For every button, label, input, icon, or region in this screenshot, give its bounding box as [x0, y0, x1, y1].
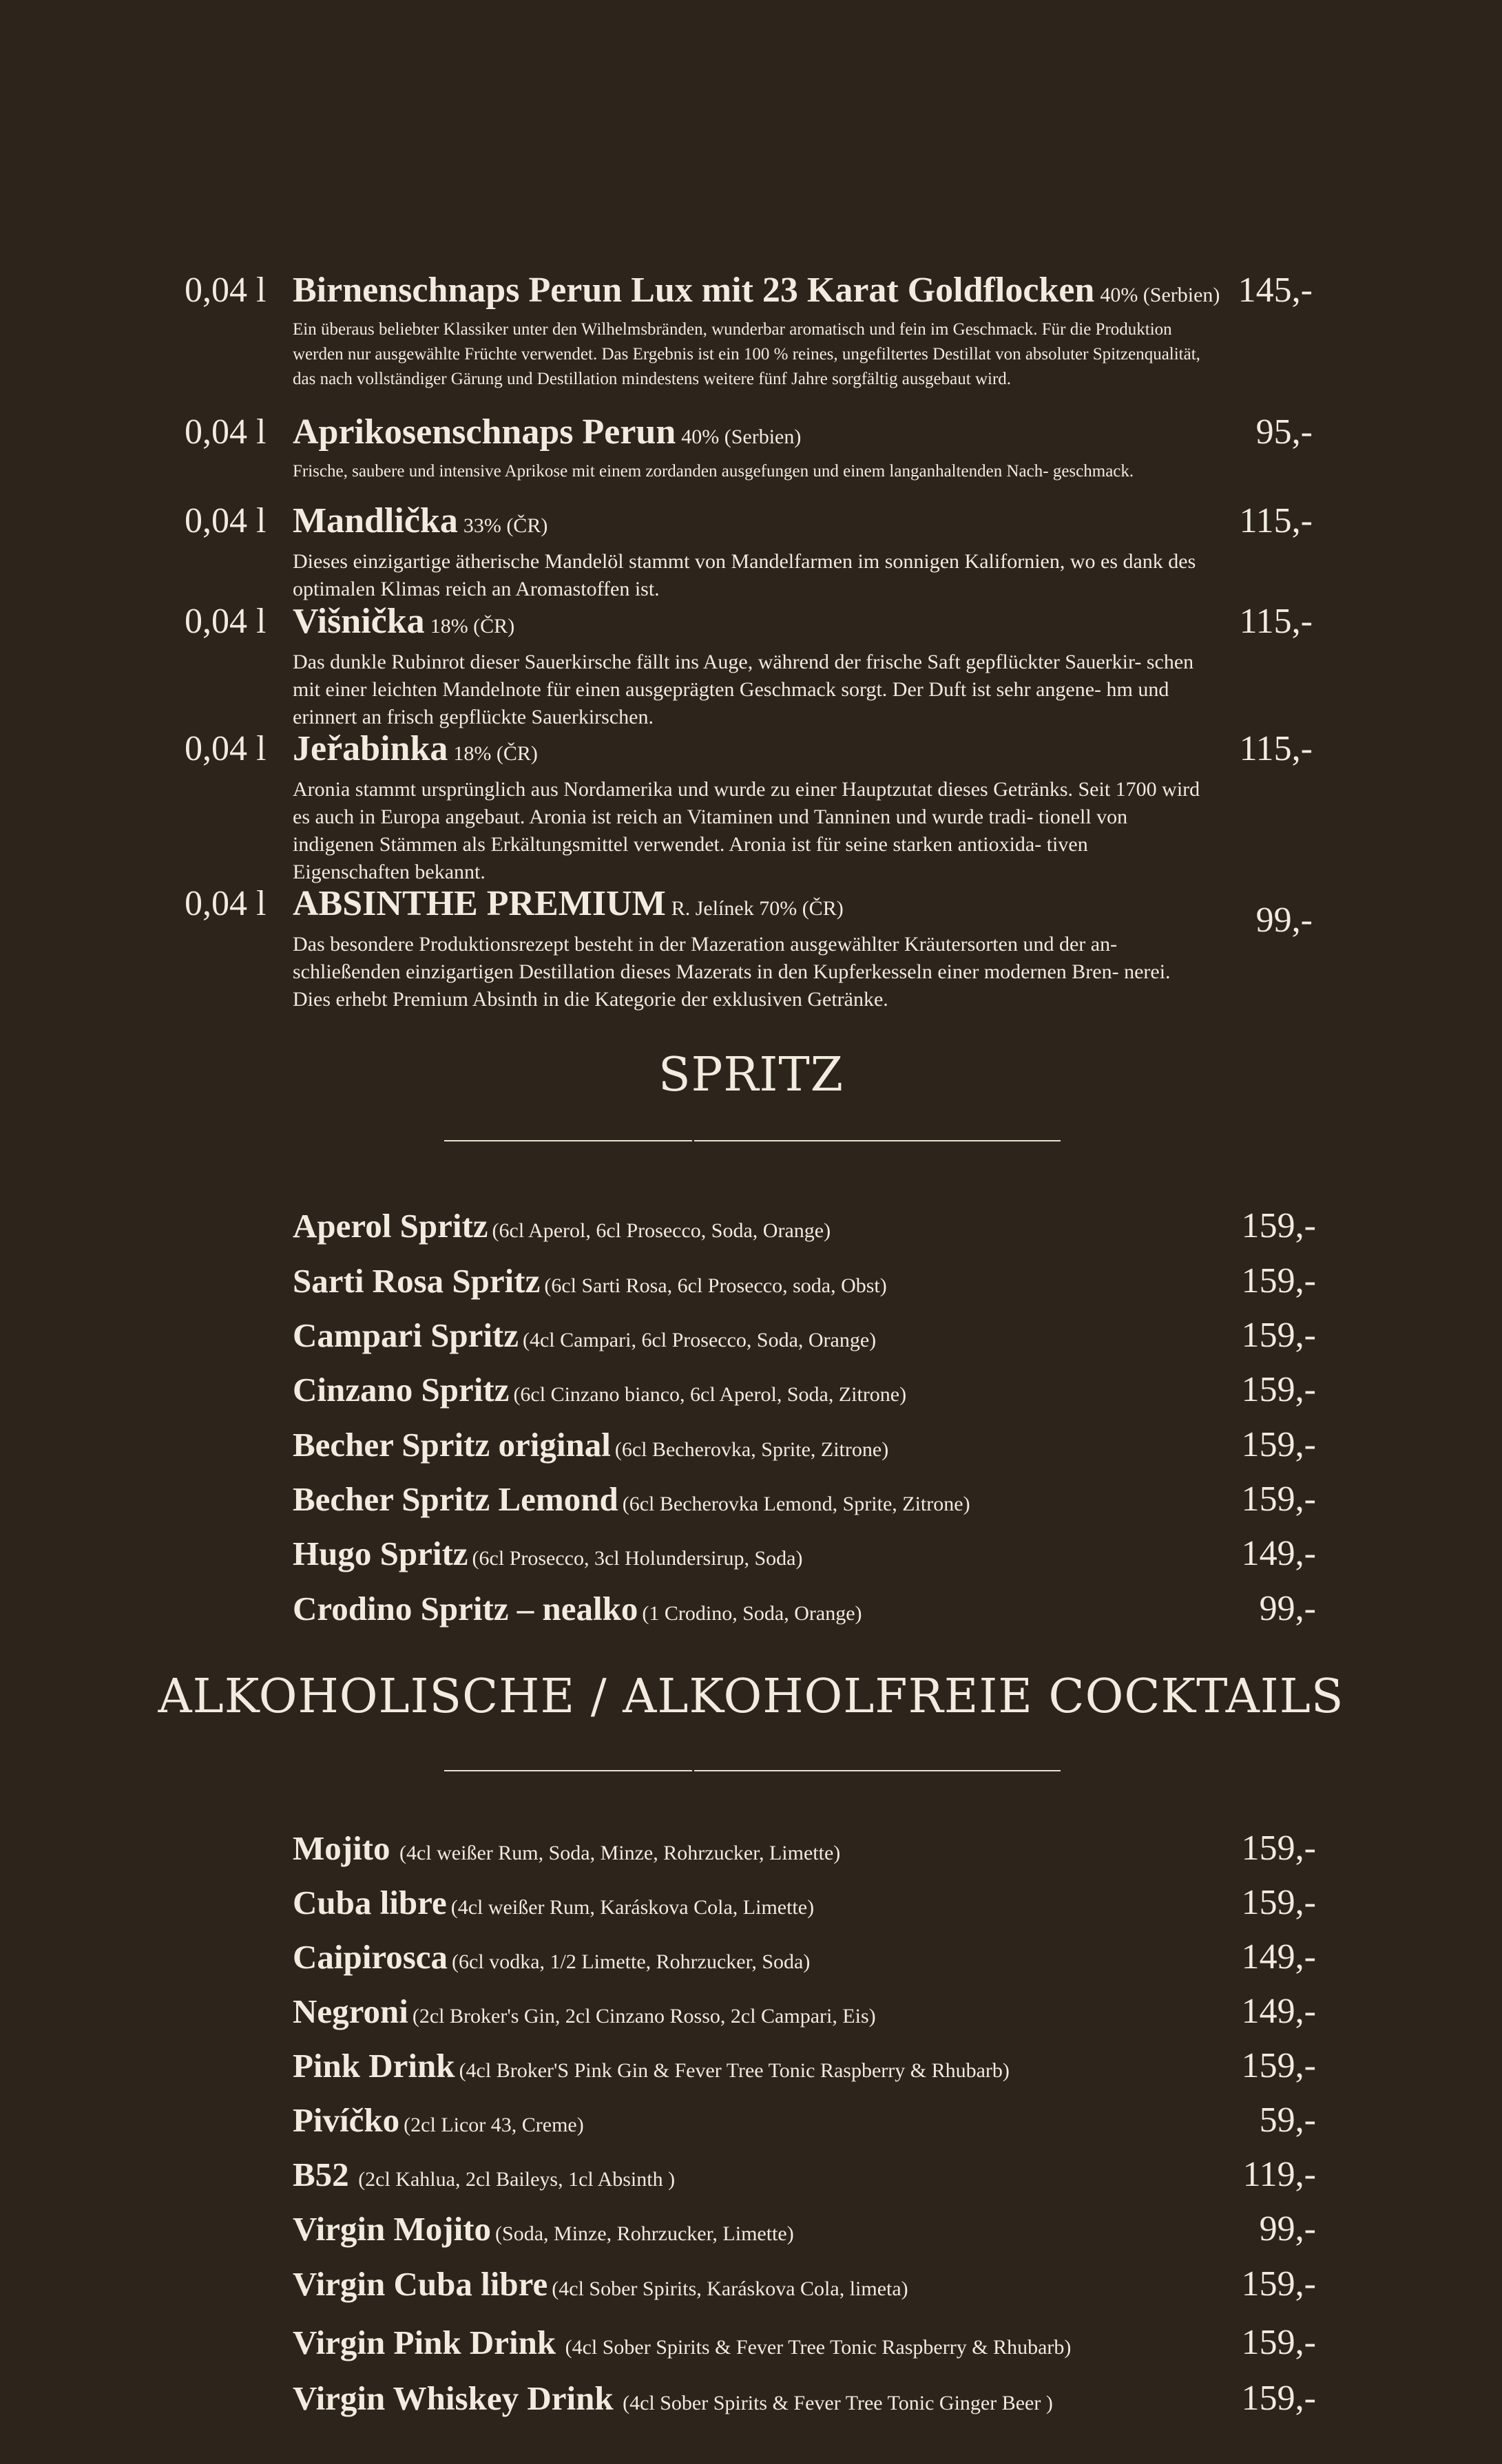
drink-name: Sarti Rosa Spritz [293, 1262, 541, 1300]
drink-desc: (2cl Kahlua, 2cl Baileys, 1cl Absinth ) [353, 2168, 676, 2191]
drink-price: 159,- [1241, 2046, 1316, 2085]
drink-desc: (6cl Sarti Rosa, 6cl Prosecco, soda, Obst) [544, 1274, 887, 1297]
drink-name: Virgin Mojito [293, 2210, 492, 2248]
schnaps-name: Višnička [293, 602, 425, 641]
spritz-item [293, 1257, 1316, 1305]
cocktail-item [293, 1879, 1316, 1927]
drink-name: Mojito [293, 1829, 390, 1867]
schnaps-price: 115,- [1239, 501, 1313, 540]
schnaps-body [293, 883, 1209, 1013]
cocktail-item [293, 1988, 1316, 2036]
drink-desc: (2cl Broker's Gin, 2cl Cinzano Rosso, 2cl Campari, Eis) [412, 2005, 876, 2028]
schnaps-meta: 33% (ČR) [463, 514, 548, 537]
drink-desc: (Soda, Minze, Rohrzucker, Limette) [495, 2222, 794, 2245]
cocktail-item [293, 2205, 1316, 2253]
spritz-item [293, 1202, 1316, 1250]
schnaps-meta: 40% (Serbien) [1100, 284, 1220, 306]
schnaps-volume: 0,04 l [185, 412, 267, 452]
drink-price: 159,- [1241, 1206, 1316, 1245]
drink-price: 149,- [1241, 1937, 1316, 1977]
spritz-item [293, 1585, 1316, 1633]
drink-price: 159,- [1241, 2264, 1316, 2304]
drink-name: Aperol Spritz [293, 1207, 488, 1245]
drink-price: 159,- [1241, 1425, 1316, 1464]
drink-desc: (6cl Becherovka, Sprite, Zitrone) [614, 1438, 889, 1461]
cocktail-item [293, 2319, 1316, 2367]
schnaps-volume: 0,04 l [185, 271, 267, 310]
cocktail-item [293, 1824, 1316, 1873]
schnaps-volume: 0,04 l [185, 729, 267, 768]
schnaps-volume: 0,04 l [185, 884, 267, 923]
schnaps-price: 115,- [1239, 729, 1313, 768]
drink-name: B52 [293, 2156, 349, 2193]
drink-price: 159,- [1241, 1480, 1316, 1519]
spritz-title: SPRITZ [658, 1048, 844, 1102]
schnaps-body [293, 412, 1209, 484]
spritz-item [293, 1312, 1316, 1360]
spritz-item [293, 1475, 1316, 1524]
drink-price: 159,- [1241, 1316, 1316, 1355]
drink-name: Becher Spritz original [293, 1426, 611, 1464]
drink-price: 59,- [1259, 2100, 1316, 2140]
drink-desc: (6cl Becherovka Lemond, Sprite, Zitrone) [622, 1493, 970, 1515]
schnaps-price: 95,- [1255, 412, 1313, 452]
schnaps-price: 99,- [1255, 901, 1313, 940]
drink-desc: (4cl weißer Rum, Karáskova Cola, Limette) [450, 1896, 815, 1919]
drink-name: Caipirosca [293, 1938, 448, 1976]
schnaps-body [293, 501, 1209, 603]
schnaps-meta: 18% (ČR) [430, 615, 515, 638]
drink-name: Virgin Pink Drink [293, 2324, 556, 2361]
schnaps-price: 145,- [1238, 271, 1313, 310]
drink-price: 159,- [1241, 2379, 1316, 2418]
schnaps-meta: 18% (ČR) [453, 742, 538, 765]
drink-desc: (6cl Aperol, 6cl Prosecco, Soda, Orange) [492, 1219, 831, 1242]
cocktails-title: ALKOHOLISCHE / ALKOHOLFREIE COCKTAILS [158, 1670, 1344, 1724]
drink-price: 159,- [1241, 1883, 1316, 1922]
drink-desc: (6cl Prosecco, 3cl Holundersirup, Soda) [472, 1547, 803, 1570]
drink-desc: (4cl Campari, 6cl Prosecco, Soda, Orange) [523, 1329, 877, 1351]
drink-name: Negroni [293, 1992, 408, 2030]
cocktails-divider [444, 1770, 1061, 1771]
drink-desc: (6cl vodka, 1/2 Limette, Rohrzucker, Soda) [452, 1950, 811, 1973]
drink-desc: (2cl Licor 43, Creme) [404, 2114, 584, 2136]
drink-name: Pink Drink [293, 2047, 455, 2085]
drink-price: 99,- [1259, 2209, 1316, 2249]
drink-price: 119,- [1242, 2155, 1316, 2194]
drink-desc: (4cl Sober Spirits & Fever Tree Tonic Raspberry & Rhubarb) [560, 2336, 1072, 2359]
drink-desc: (1 Crodino, Soda, Orange) [642, 1602, 862, 1625]
schnaps-description: Das dunkle Rubinrot dieser Sauerkirsche fällt ins Auge, während der frische Saft gepflückter Sauerkir- schen mit einer leichten Mandelnote für einen ausgeprägten Geschmack sorgt. Der Duft ist sehr angene- hm und erinnert an frisch gepflückte Sauerkirschen. [293, 651, 1194, 728]
spritz-item [293, 1366, 1316, 1414]
schnaps-meta: R. Jelínek 70% (ČR) [671, 897, 844, 920]
drink-desc: (4cl Sober Spirits, Karáskova Cola, limeta) [552, 2277, 908, 2300]
drink-price: 149,- [1241, 1992, 1316, 2031]
schnaps-volume: 0,04 l [185, 501, 267, 540]
drink-name: Virgin Cuba libre [293, 2265, 548, 2303]
schnaps-name: ABSINTHE PREMIUM [293, 884, 666, 923]
schnaps-description: Frische, saubere und intensive Aprikose mit einem zordanden ausgefungen und einem langanhaltenden Nach- geschmack. [293, 462, 1134, 481]
cocktail-item [293, 2042, 1316, 2090]
drink-name: Crodino Spritz – nealko [293, 1590, 638, 1628]
schnaps-name: Birnenschnaps Perun Lux mit 23 Karat Goldflocken [293, 271, 1095, 310]
schnaps-description: Aronia stammt ursprünglich aus Nordamerika und wurde zu einer Hauptzutat dieses Getränks. Seit 1700 wird es auch in Europa angebaut. Aronia ist reich an Vitaminen und Tanninen und wurde tradi- tionell von indigenen Stämmen als Erkältungsmittel verwendet. Aronia ist für seine starken antioxida- tiven Eigenschaften bekannt. [293, 778, 1200, 883]
schnaps-volume: 0,04 l [185, 602, 267, 641]
spritz-item [293, 1421, 1316, 1469]
drink-name: Pivíčko [293, 2101, 400, 2139]
schnaps-price: 115,- [1239, 602, 1313, 641]
schnaps-body [293, 728, 1209, 886]
schnaps-name: Aprikosenschnaps Perun [293, 412, 676, 452]
drink-name: Cuba libre [293, 1884, 447, 1921]
drink-desc: (4cl Sober Spirits & Fever Tree Tonic Ginger Beer ) [617, 2392, 1053, 2414]
drink-desc: (6cl Cinzano bianco, 6cl Aperol, Soda, Zitrone) [513, 1383, 907, 1406]
spritz-divider [444, 1140, 1061, 1141]
schnaps-description: Dieses einzigartige ätherische Mandelöl stammt von Mandelfarmen im sonnigen Kalifornien, wo es dank des optimalen Klimas reich an Aromastoffen ist. [293, 550, 1196, 600]
drink-price: 99,- [1259, 1589, 1316, 1628]
drink-name: Hugo Spritz [293, 1535, 468, 1572]
schnaps-meta: 40% (Serbien) [681, 425, 802, 448]
drink-price: 149,- [1241, 1534, 1316, 1573]
drink-name: Cinzano Spritz [293, 1371, 510, 1409]
schnaps-name: Jeřabinka [293, 729, 448, 768]
drink-desc: (4cl Broker'S Pink Gin & Fever Tree Tonic Raspberry & Rhubarb) [459, 2059, 1010, 2082]
drink-name: Campari Spritz [293, 1316, 519, 1354]
schnaps-description: Das besondere Produktionsrezept besteht in der Mazeration ausgewählter Kräutersorten und der an- schließenden einzigartigen Destillation dieses Mazerats in den Kupferkesseln einer modernen Bren- nerei. Dies erhebt Premium Absinth in die Kategorie der exklusiven Getränke. [293, 933, 1171, 1011]
drink-name: Virgin Whiskey Drink [293, 2379, 614, 2417]
drink-price: 159,- [1241, 1829, 1316, 1868]
schnaps-description: Ein überaus beliebter Klassiker unter den Wilhelmsbränden, wunderbar aromatisch und fein im Geschmack. Für die Produktion werden nur ausgewählte Früchte verwendet. Das Ergebnis ist ein 100 % reines, ungefiltertes Destillat von absoluter Spitzenqualität, das nach vollständiger Gärung und Destillation mindestens weitere fünf Jahre sorgfältig ausgebaut wird. [293, 320, 1200, 388]
cocktail-item [293, 2096, 1316, 2145]
schnaps-body [293, 270, 1220, 392]
drink-price: 159,- [1241, 1370, 1316, 1409]
drink-desc: (4cl weißer Rum, Soda, Minze, Rohrzucker, Limette) [394, 1842, 841, 1864]
cocktail-item [293, 1933, 1316, 1981]
drink-price: 159,- [1241, 2323, 1316, 2362]
cocktail-item [293, 2260, 1316, 2308]
spritz-item [293, 1530, 1316, 1578]
drink-price: 159,- [1241, 1261, 1316, 1301]
schnaps-name: Mandlička [293, 501, 458, 540]
cocktail-item [293, 2375, 1316, 2423]
cocktail-item [293, 2151, 1316, 2199]
drink-name: Becher Spritz Lemond [293, 1480, 618, 1518]
schnaps-body [293, 601, 1209, 731]
